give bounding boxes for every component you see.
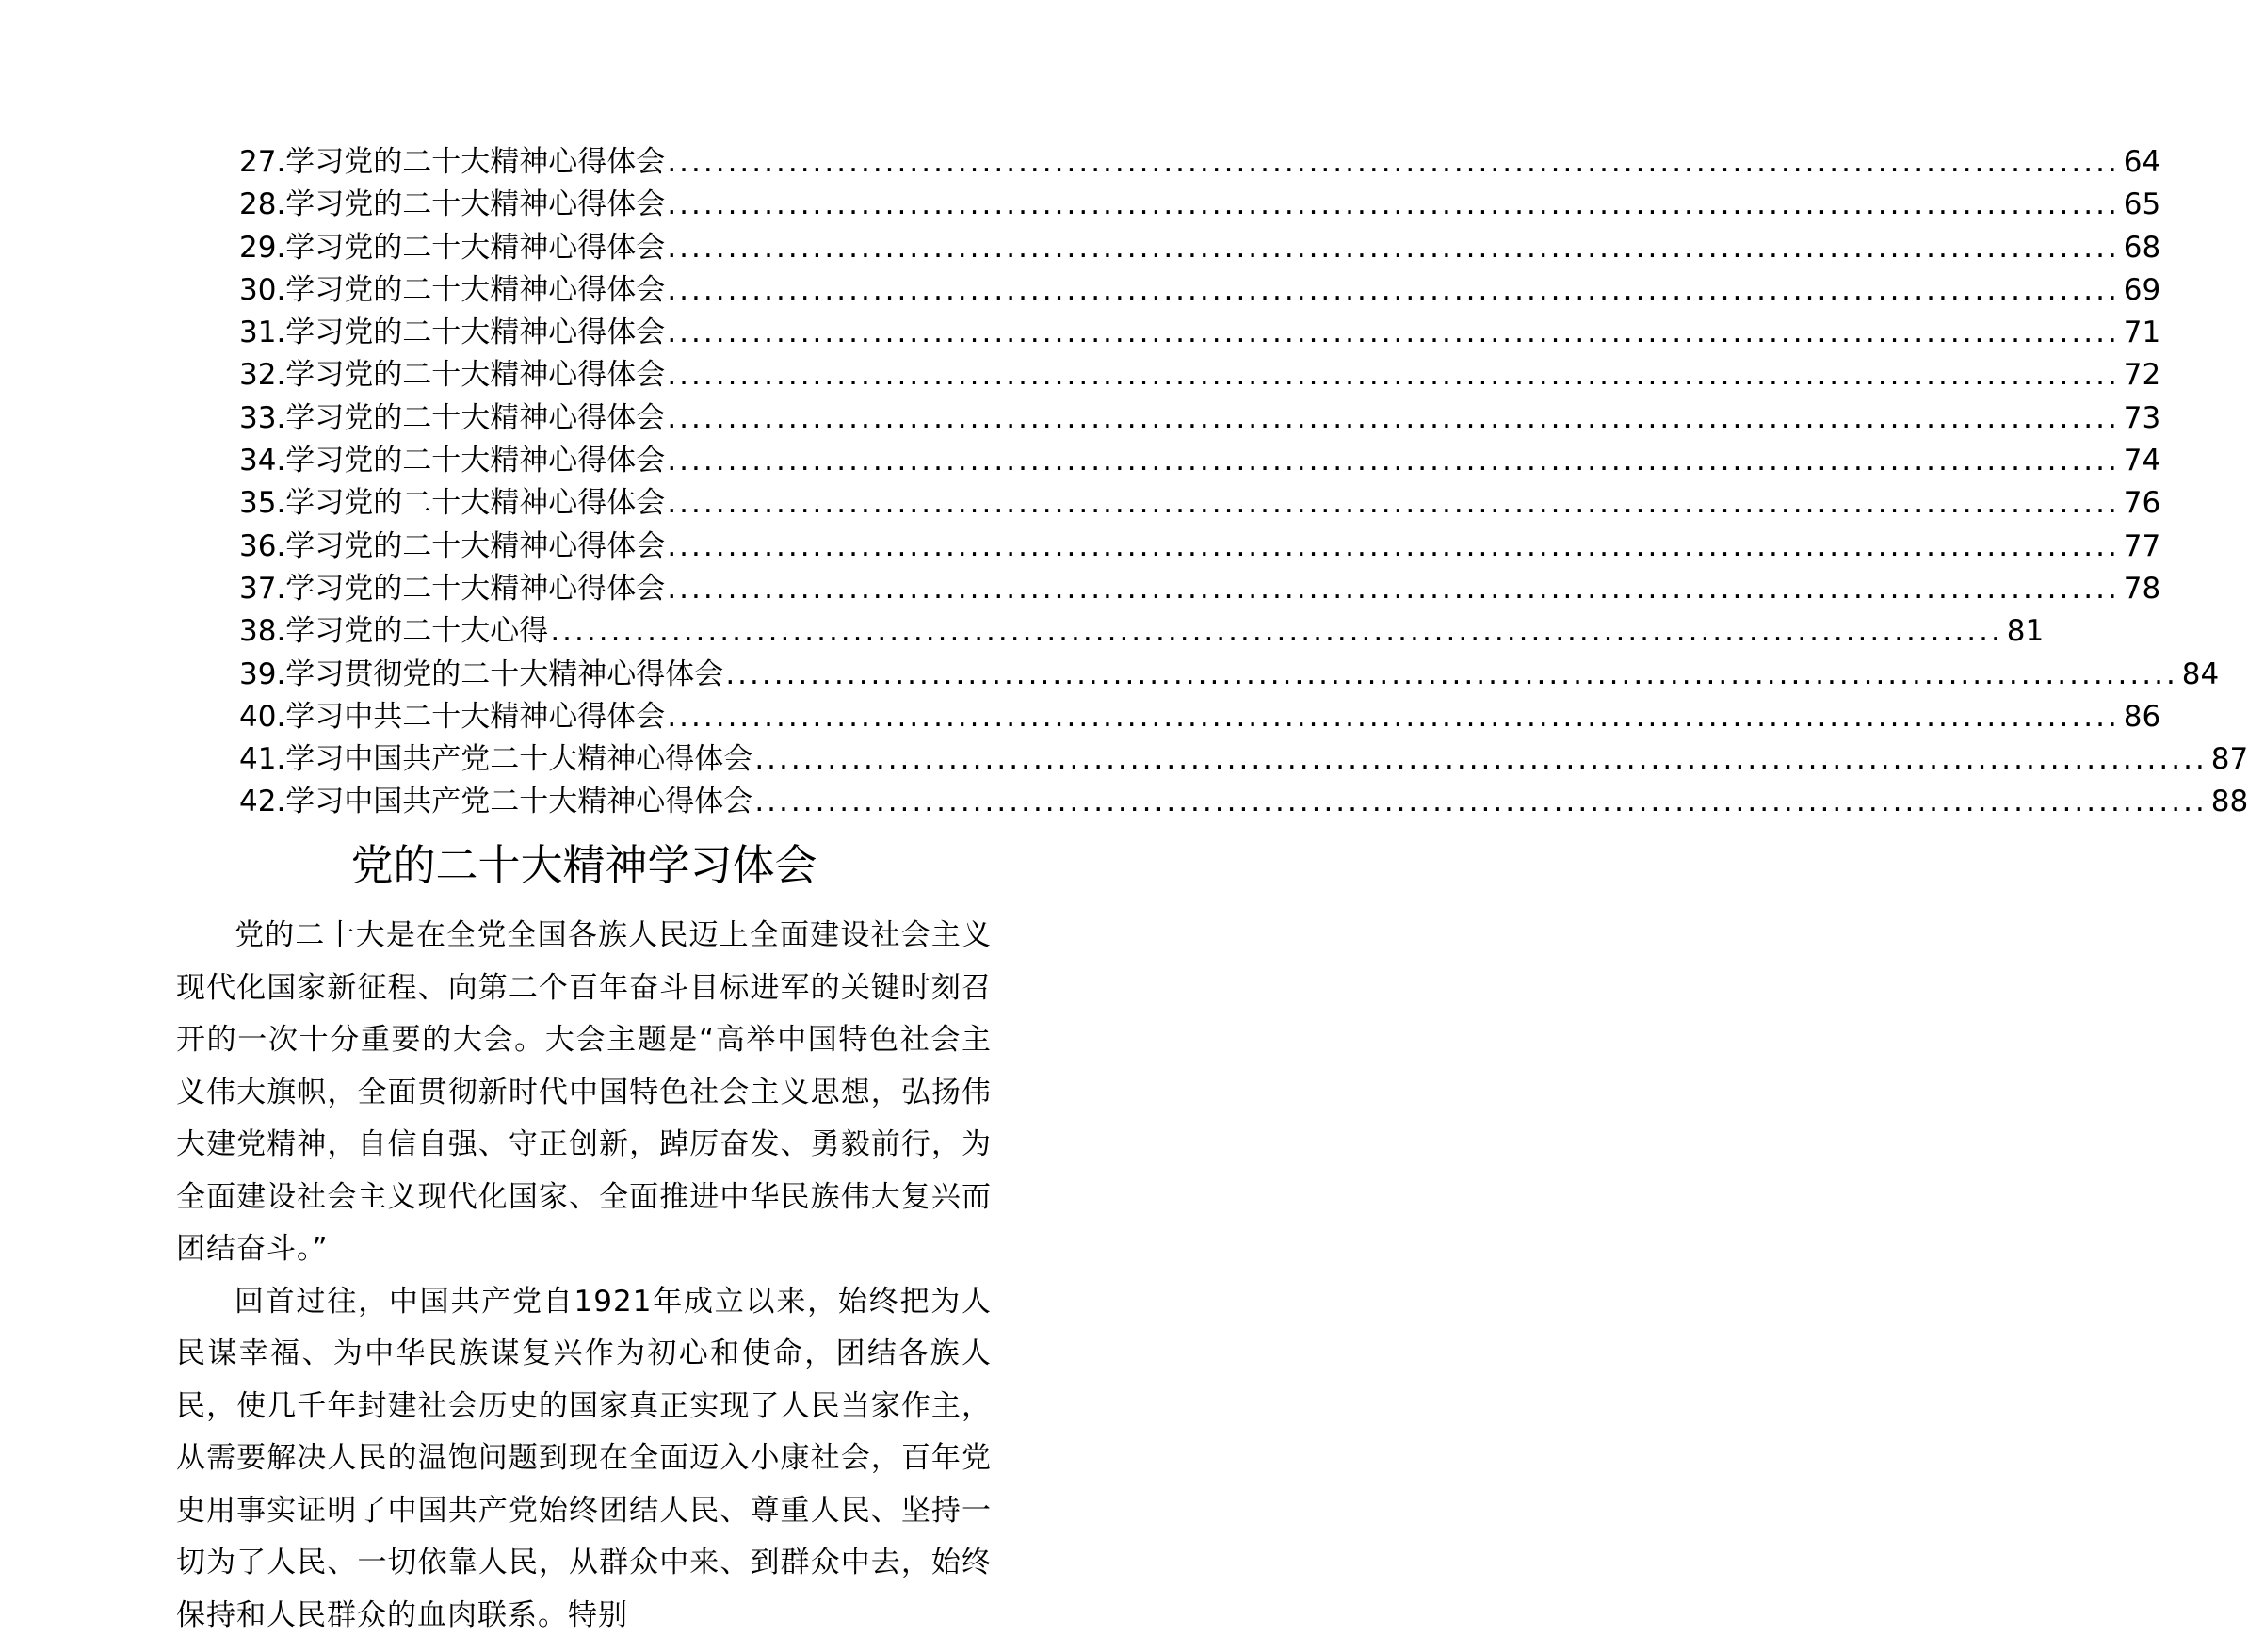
toc-entry-page-number: 86 [2123,699,2161,734]
toc-entry-page-number: 87 [2210,742,2248,777]
toc-dot-leader: ........................................................................................................................ [667,699,2120,734]
toc-entry-page-number: 84 [2181,656,2220,691]
toc-dot-leader: ........................................................................................................................ [667,571,2120,606]
toc-entry-title: 29.学习党的二十大精神心得体会 [239,230,666,265]
toc-dot-leader: ........................................................................................................................ [667,145,2120,179]
toc-entry [239,781,2248,823]
toc-entry-page-number: 71 [2123,316,2161,350]
toc-entry-title: 27.学习党的二十大精神心得体会 [239,145,666,179]
toc-entry-title: 40.学习中共二十大精神心得体会 [239,699,666,734]
toc-dot-leader: ........................................................................................................................ [667,400,2120,435]
toc-entry [239,440,2161,482]
article-body [176,910,992,1642]
toc-entry-title: 39.学习贯彻党的二十大精神心得体会 [239,656,724,691]
toc-dot-leader: ........................................................................................................................ [667,272,2120,307]
toc-dot-leader: ........................................................................................................................ [667,230,2120,265]
toc-entry [239,568,2161,610]
toc-entry-page-number: 65 [2123,187,2161,222]
toc-entry-page-number: 64 [2123,145,2161,179]
toc-entry-title: 32.学习党的二十大精神心得体会 [239,358,666,393]
toc-entry [239,141,2161,184]
toc-dot-leader: ........................................................................................................................ [667,187,2120,222]
article-paragraph: 回首过往，中国共产党自1921年成立以来，始终把为人民谋幸福、为中华民族谋复兴作为初心和使命，团结各族人民，使几千年封建社会历史的国家真正实现了人民当家作主，从需要解决人民的温饱问题到现在全面迈入小康社会，百年党史用事实证明了中国共产党始终团结人民、尊重人民、坚持一切为了人民、一切依靠人民，从群众中来、到群众中去，始终保持和人民群众的血肉联系。特别 [176,1284,992,1632]
toc-entry-title: 33.学习党的二十大精神心得体会 [239,400,666,435]
toc-entry-title: 28.学习党的二十大精神心得体会 [239,187,666,222]
toc-dot-leader: ........................................................................................................................ [754,785,2208,819]
toc-entry-title: 41.学习中国共产党二十大精神心得体会 [239,742,753,777]
toc-dot-leader: ........................................................................................................................ [754,742,2208,777]
toc-entry-page-number: 69 [2123,272,2161,307]
toc-entry [239,184,2161,226]
toc-entry-title: 42.学习中国共产党二十大精神心得体会 [239,785,753,819]
toc-entry [239,397,2161,440]
toc-entry-title: 30.学习党的二十大精神心得体会 [239,272,666,307]
toc-entry [239,738,2248,781]
toc-entry-page-number: 81 [2006,614,2045,649]
toc-entry [239,526,2161,568]
toc-entry-page-number: 74 [2123,444,2161,478]
toc-entry [239,312,2161,354]
table-of-contents [239,141,2248,824]
toc-dot-leader: ........................................................................................................................ [667,444,2120,478]
toc-entry-title: 38.学习党的二十大心得 [239,614,549,649]
toc-dot-leader: ........................................................................................................................ [667,358,2120,393]
toc-entry-page-number: 72 [2123,358,2161,393]
article-heading: 党的二十大精神学习体会 [350,840,817,890]
toc-dot-leader: ........................................................................................................................ [667,486,2120,521]
toc-dot-leader: ........................................................................................................................ [667,316,2120,350]
toc-entry-page-number: 68 [2123,230,2161,265]
toc-dot-leader: ........................................................................................................................ [725,656,2178,691]
toc-entry [239,482,2161,525]
toc-dot-leader: ........................................................................................................................ [667,528,2120,563]
article-paragraph: 党的二十大是在全党全国各族人民迈上全面建设社会主义现代化国家新征程、向第二个百年奋斗目标进军的关键时刻召开的一次十分重要的大会。大会主题是“高举中国特色社会主义伟大旗帜，全面贯彻新时代中国特色社会主义思想，弘扬伟大建党精神，自信自强、守正创新，踔厉奋发、勇毅前行，为全面建设社会主义现代化国家、全面推进中华民族伟大复兴而团结奋斗。” [176,918,992,1266]
toc-entry-title: 35.学习党的二十大精神心得体会 [239,486,666,521]
toc-entry-page-number: 78 [2123,571,2161,606]
toc-entry [239,269,2161,312]
toc-entry [239,654,2220,696]
toc-dot-leader: ........................................................................................................................ [550,614,2003,649]
toc-entry-title: 37.学习党的二十大精神心得体会 [239,571,666,606]
toc-entry-title: 31.学习党的二十大精神心得体会 [239,316,666,350]
toc-entry [239,227,2161,269]
toc-entry [239,354,2161,397]
toc-entry-page-number: 76 [2123,486,2161,521]
toc-entry [239,610,2045,653]
toc-entry-page-number: 77 [2123,528,2161,563]
toc-entry [239,696,2161,738]
toc-entry-title: 34.学习党的二十大精神心得体会 [239,444,666,478]
toc-entry-page-number: 73 [2123,400,2161,435]
toc-entry-title: 36.学习党的二十大精神心得体会 [239,528,666,563]
toc-entry-page-number: 88 [2210,785,2248,819]
